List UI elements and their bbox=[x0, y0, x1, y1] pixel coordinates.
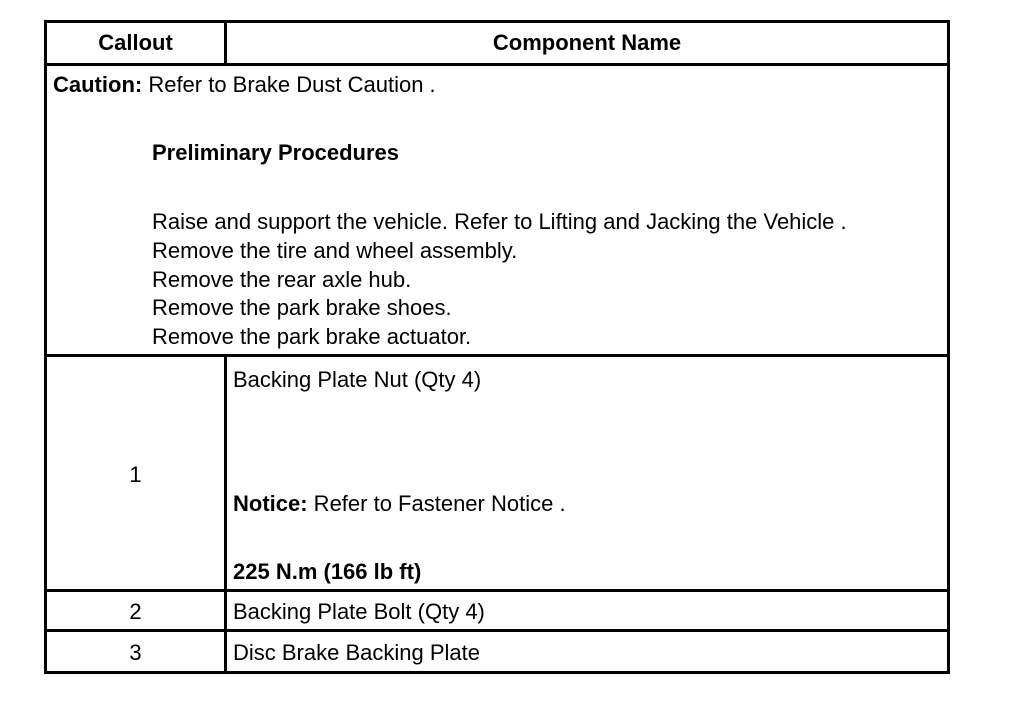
caution-text: Refer to Brake Dust Caution . bbox=[142, 72, 436, 97]
column-divider bbox=[224, 354, 227, 674]
preliminary-step: Remove the tire and wheel assembly. bbox=[152, 238, 518, 263]
row1-notice bbox=[233, 491, 566, 517]
row2-component-name: Backing Plate Bolt (Qty 4) bbox=[233, 599, 485, 624]
row1-component-name: Backing Plate Nut (Qty 4) bbox=[233, 367, 482, 392]
preliminary-step: Remove the park brake shoes. bbox=[152, 295, 452, 320]
row2-divider bbox=[47, 629, 947, 632]
preliminary-step: Remove the rear axle hub. bbox=[152, 267, 412, 292]
procedure-divider bbox=[47, 354, 947, 357]
row3-callout: 3 bbox=[129, 640, 142, 665]
header-component-name: Component Name bbox=[492, 30, 682, 55]
notice-text: Refer to Fastener Notice . bbox=[307, 491, 566, 516]
header-callout: Callout bbox=[98, 30, 173, 55]
preliminary-title: Preliminary Procedures bbox=[152, 140, 400, 165]
component-table bbox=[44, 20, 950, 674]
notice-label: Notice: bbox=[233, 491, 308, 516]
row1-divider bbox=[47, 589, 947, 592]
caution-label: Caution: bbox=[53, 72, 143, 97]
header-divider bbox=[47, 63, 947, 66]
caution-line bbox=[53, 72, 436, 98]
row3-component-name: Disc Brake Backing Plate bbox=[233, 640, 480, 665]
row1-torque: 225 N.m (166 lb ft) bbox=[233, 559, 422, 584]
row1-callout: 1 bbox=[129, 462, 142, 487]
preliminary-step: Remove the park brake actuator. bbox=[152, 324, 472, 349]
row2-callout: 2 bbox=[129, 599, 142, 624]
preliminary-step: Raise and support the vehicle. Refer to Lifting and Jacking the Vehicle . bbox=[152, 209, 847, 234]
